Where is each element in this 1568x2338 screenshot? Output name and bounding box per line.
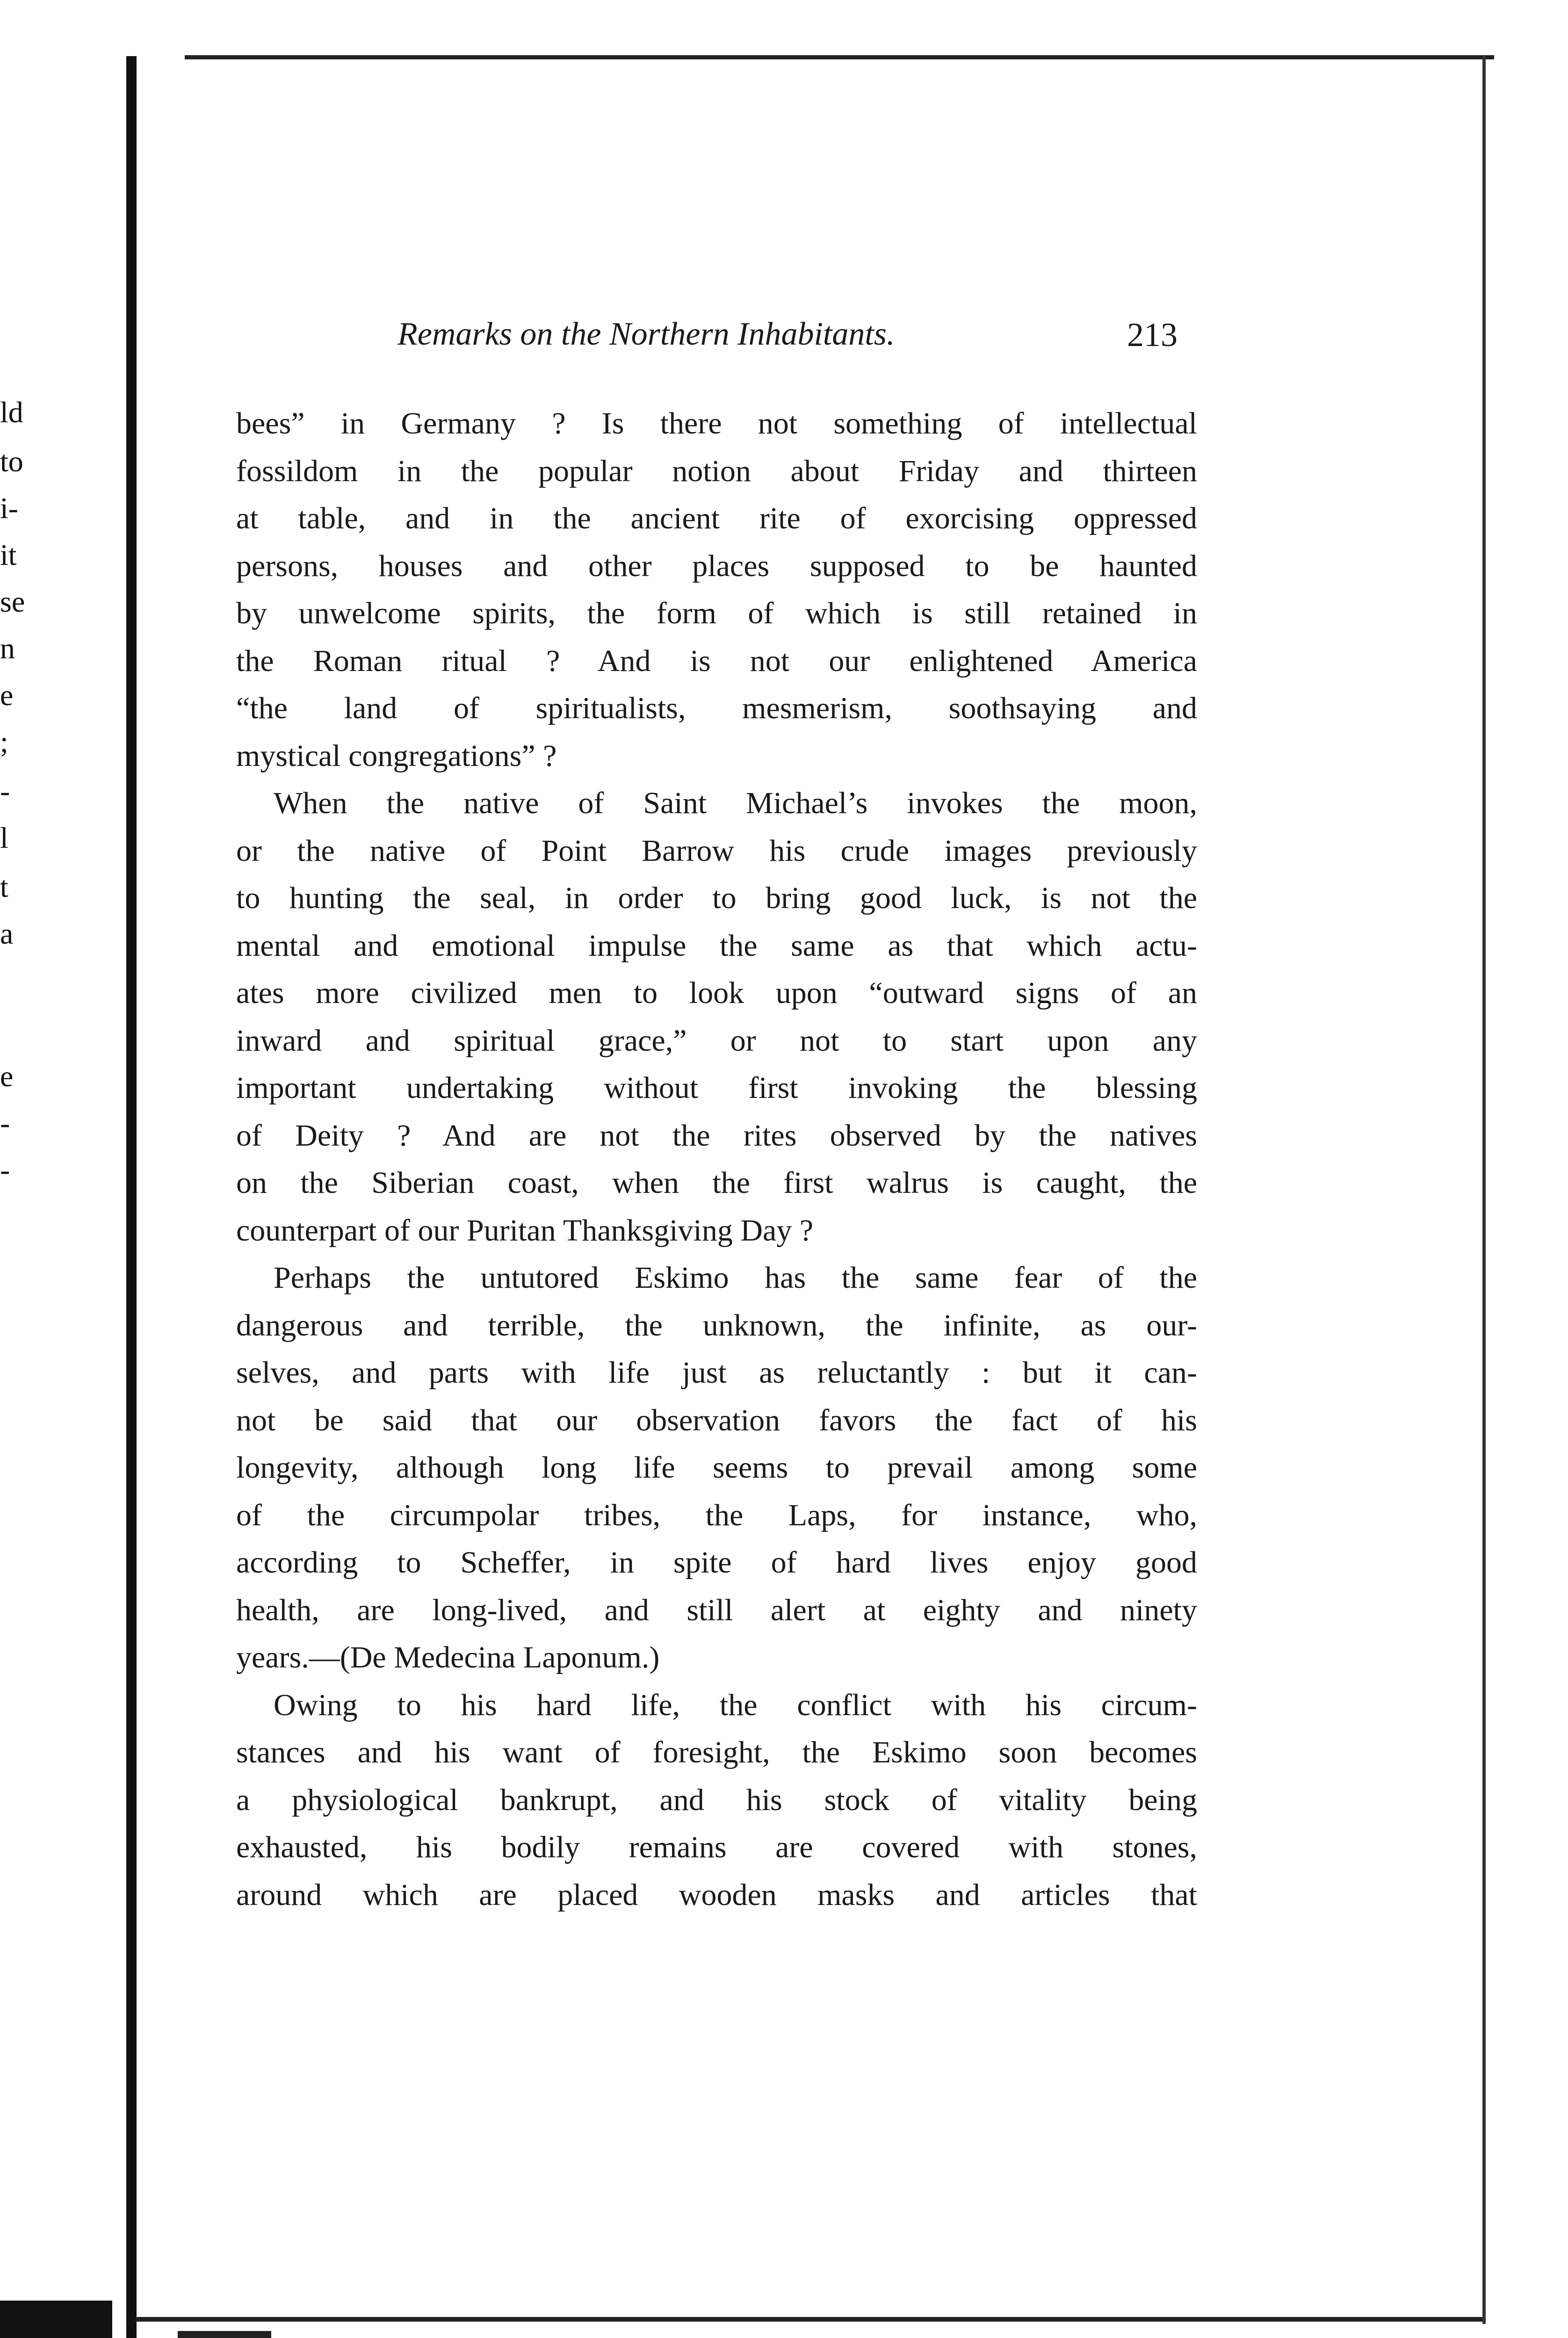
text-line: not be said that our observation favors the fact of his (236, 1403, 1197, 1437)
margin-fragment: n (0, 632, 15, 665)
scan-artifact-bottom (178, 2331, 271, 2338)
text-line: a physiological bankrupt, and his stock of vitality being (236, 1782, 1197, 1817)
margin-fragment: - (0, 1106, 10, 1140)
scan-artifact-corner (0, 2301, 112, 2338)
text-line: stances and his want of foresight, the Eskimo soon becomes (236, 1735, 1197, 1769)
text-line: inward and spiritual grace,” or not to start upon any (236, 1023, 1197, 1058)
text-line: on the Siberian coast, when the first walrus is caught, the (236, 1166, 1197, 1200)
page-number: 213 (1127, 316, 1178, 354)
text-line: When the native of Saint Michael’s invokes the moon, (274, 786, 1197, 820)
margin-fragment: to (0, 445, 23, 478)
text-line: the Roman ritual ? And is not our enlightened America (236, 643, 1197, 678)
margin-fragment: ld (0, 396, 23, 429)
margin-fragment: - (0, 774, 10, 808)
text-line: Owing to his hard life, the conflict with his circum- (274, 1688, 1197, 1722)
text-line: important undertaking without first invoking the blessing (236, 1071, 1197, 1105)
running-head-title: Remarks on the Northern Inhabitants. (397, 316, 895, 352)
text-line: persons, houses and other places supposed to be haunted (236, 548, 1197, 583)
text-line: exhausted, his bodily remains are covered with stones, (236, 1830, 1197, 1864)
text-line: according to Scheffer, in spite of hard lives enjoy good (236, 1545, 1197, 1580)
margin-fragment: se (0, 585, 25, 618)
margin-fragment: l (0, 821, 8, 854)
margin-fragment: e (0, 678, 14, 712)
text-line: of the circumpolar tribes, the Laps, for instance, who, (236, 1498, 1197, 1532)
text-line: mystical congregations” ? (236, 738, 557, 773)
text-line: to hunting the seal, in order to bring good luck, is not the (236, 881, 1197, 915)
text-line: counterpart of our Puritan Thanksgiving Day ? (236, 1213, 814, 1248)
text-line: selves, and parts with life just as reluctantly : but it can- (236, 1356, 1197, 1390)
text-line: “the land of spiritualists, mesmerism, soothsaying and (236, 691, 1197, 725)
text-line: of Deity ? And are not the rites observed by the natives (236, 1118, 1197, 1153)
paragraph (236, 1681, 1197, 1919)
page-border-top (185, 55, 1494, 59)
text-line: health, are long-lived, and still alert at eighty and ninety (236, 1593, 1197, 1627)
text-line: mental and emotional impulse the same as that which actu- (236, 928, 1197, 963)
margin-fragment: a (0, 917, 14, 950)
text-line: dangerous and terrible, the unknown, the infinite, as our- (236, 1308, 1197, 1342)
text-line: ates more civilized men to look upon “outward signs of an (236, 976, 1197, 1010)
text-line: years.—(De Medecina Laponum.) (236, 1640, 660, 1674)
text-line: fossildom in the popular notion about Friday and thirteen (236, 454, 1197, 488)
text-line: bees” in Germany ? Is there not something of intellectual (236, 406, 1197, 440)
margin-fragment: - (0, 1153, 10, 1186)
body-text (236, 400, 1197, 1919)
paragraph (236, 1254, 1197, 1681)
margin-fragment: ; (0, 725, 8, 758)
page-border-right (1482, 56, 1486, 2324)
text-line: longevity, although long life seems to prevail among some (236, 1450, 1197, 1485)
page-border-left (126, 56, 137, 2338)
text-line: by unwelcome spirits, the form of which is still retained in (236, 596, 1197, 630)
text-line: around which are placed wooden masks and articles that (236, 1877, 1197, 1912)
paragraph (236, 400, 1197, 779)
margin-fragment: e (0, 1060, 14, 1093)
text-line: Perhaps the untutored Eskimo has the same fear of the (274, 1261, 1197, 1295)
text-line: or the native of Point Barrow his crude images previously (236, 833, 1197, 868)
margin-fragment: t (0, 870, 8, 903)
paragraph (236, 779, 1197, 1254)
margin-fragment: i- (0, 491, 19, 525)
page-border-bottom (136, 2317, 1482, 2322)
margin-fragment: it (0, 538, 17, 571)
text-line: at table, and in the ancient rite of exorcising oppressed (236, 501, 1197, 535)
